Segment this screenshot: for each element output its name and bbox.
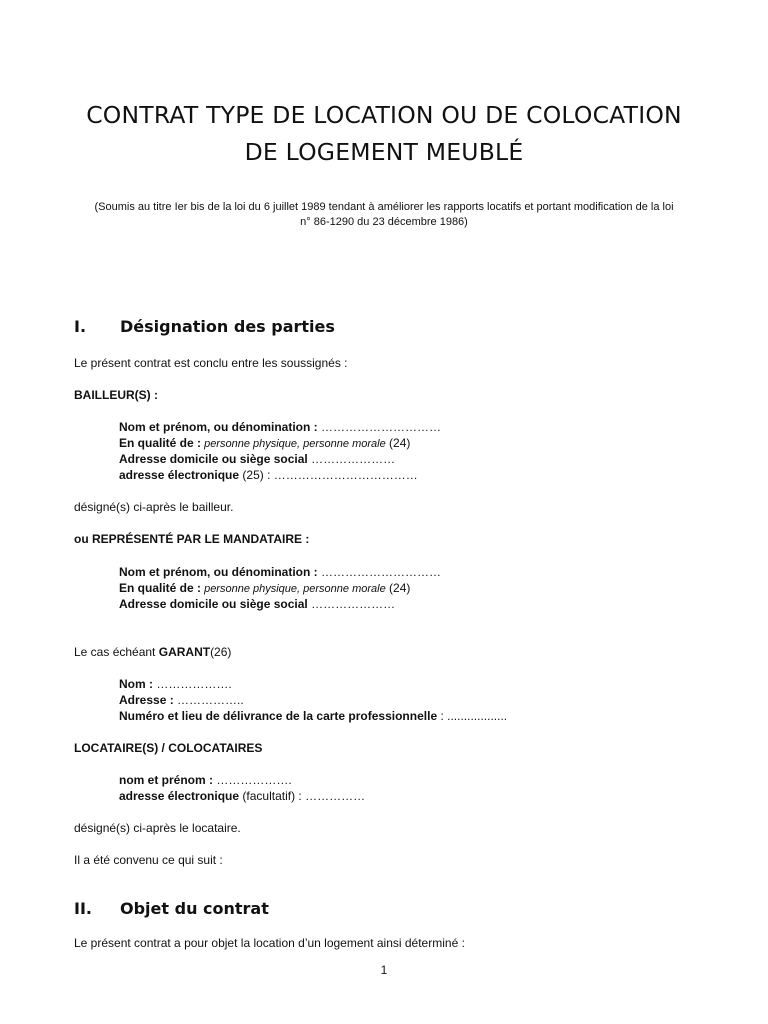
document-subtitle [60,200,708,230]
locataire-email-field: adresse électronique (facultatif) : …………… [119,789,366,803]
document-title-line-2: DE LOGEMENT MEUBLÉ [244,138,524,166]
subtitle-line-2: n° 86-1290 du 23 décembre 1986) [300,216,468,228]
subtitle-line-1: (Soumis au titre Ier bis de la loi du 6 juillet 1989 tendant à améliorer les rapports locatifs et portant modification de la loi [94,201,674,213]
locataire-heading: LOCATAIRE(S) / COLOCATAIRES [74,741,263,755]
intro-text: Le présent contrat est conclu entre les soussignés : [74,356,348,370]
section-2-number: II. [74,899,92,918]
section-2-title: Objet du contrat [120,899,269,918]
objet-text: Le présent contrat a pour objet la location d’un logement ainsi déterminé : [74,936,465,950]
section-1-number: I. [74,317,87,336]
section-1-title: Désignation des parties [120,317,335,336]
bailleur-heading: BAILLEUR(S) : [74,388,158,402]
bailleur-designation: désigné(s) ci-après le bailleur. [74,500,234,514]
page-number: 1 [380,963,388,977]
garant-line: Le cas échéant GARANT(26) [74,645,232,659]
bailleur-email-field: adresse électronique (25) : ……………………………… [119,468,418,482]
garant-adresse-field: Adresse : …………….. [119,693,244,707]
locataire-designation: désigné(s) ci-après le locataire. [74,821,241,835]
mandataire-nom-field: Nom et prénom, ou dénomination : ………………………… [119,565,442,579]
bailleur-qualite-field: En qualité de : personne physique, personne morale (24) [119,436,411,450]
bailleur-nom-field: Nom et prénom, ou dénomination : ………………………… [119,420,442,434]
garant-nom-field: Nom : ………………. [119,677,232,691]
mandataire-heading: ou REPRÉSENTÉ PAR LE MANDATAIRE : [74,532,310,546]
section-1-heading [74,317,335,336]
section-2-heading [74,899,269,918]
convenu-text: Il a été convenu ce qui suit : [74,853,223,867]
mandataire-adresse-field: Adresse domicile ou siège social ………………… [119,597,396,611]
garant-carte-field: Numéro et lieu de délivrance de la carte professionnelle : .................. [119,709,508,723]
bailleur-adresse-field: Adresse domicile ou siège social ………………… [119,452,396,466]
mandataire-qualite-field: En qualité de : personne physique, personne morale (24) [119,581,411,595]
locataire-nom-field: nom et prénom : ………………. [119,773,292,787]
document-title-line-1: CONTRAT TYPE DE LOCATION OU DE COLOCATION [86,101,682,129]
